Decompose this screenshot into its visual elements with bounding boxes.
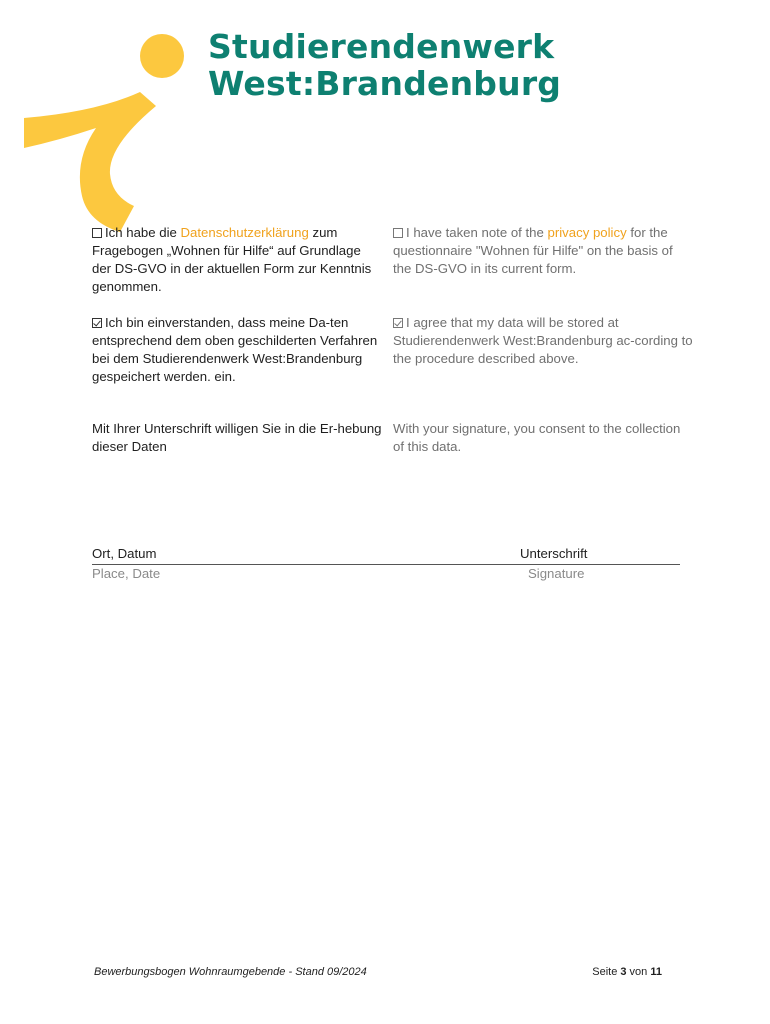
signature-line[interactable]	[92, 564, 680, 565]
consent-en-1-post: for the questionnaire "Wohnen für Hilfe" on the basis of the DS-GVO in its current form.	[393, 225, 673, 276]
brand-logo	[208, 28, 561, 102]
page-number	[592, 966, 662, 978]
consent-en-1	[393, 224, 693, 278]
consent-de-1	[92, 224, 382, 296]
signature-note-de-text: Mit Ihrer Unterschrift willigen Sie in die Er-hebung dieser Daten	[92, 421, 382, 454]
page-current: 3	[620, 966, 627, 978]
consent-de-1-pre: Ich habe die	[105, 225, 181, 240]
consent-de-1-post: zum Fragebogen „Wohnen für Hilfe“ auf Grundlage der DS-GVO in der aktuellen Form zur Kenntnis genommen.	[92, 225, 372, 294]
place-date-label: Ort, Datum	[92, 546, 157, 561]
signature-label: Unterschrift	[520, 546, 588, 561]
brand-line-1: Studierendenwerk	[208, 27, 555, 66]
checkbox-checked-icon[interactable]	[393, 318, 403, 328]
privacy-link-de[interactable]: Datenschutzerklärung	[180, 225, 309, 240]
checkbox-checked-icon[interactable]	[92, 318, 102, 328]
privacy-link-en[interactable]: privacy policy	[547, 225, 627, 240]
signature-label-en: Signature	[528, 566, 585, 581]
page-total: 11	[650, 966, 662, 978]
checkbox-unchecked-icon[interactable]	[393, 228, 403, 238]
signature-note-de	[92, 420, 382, 456]
consent-en-2-text: I agree that my data will be stored at Studierendenwerk West:Brandenburg ac-cording to the procedure described above.	[393, 315, 693, 366]
consent-en-2	[393, 314, 693, 368]
logo-mark-icon	[0, 0, 220, 240]
brand-line-2: West:Brandenburg	[208, 64, 562, 103]
signature-note-en-text: With your signature, you consent to the collection of this data.	[393, 421, 681, 454]
consent-de-2	[92, 314, 382, 386]
checkbox-unchecked-icon[interactable]	[92, 228, 102, 238]
page-prefix: Seite	[592, 966, 621, 978]
place-date-label-en: Place, Date	[92, 566, 161, 581]
signature-note-en	[393, 420, 693, 456]
page-mid: von	[626, 966, 651, 978]
footer-title: Bewerbungsbogen Wohnraumgebende - Stand 09/2024	[94, 966, 367, 978]
consent-en-1-pre: I have taken note of the	[406, 225, 548, 240]
consent-de-2-text: Ich bin einverstanden, dass meine Da-ten entsprechend dem oben geschilderten Verfahren bei dem Studierendenwerk West:Brandenburg gespeichert werden. ein.	[92, 315, 378, 384]
